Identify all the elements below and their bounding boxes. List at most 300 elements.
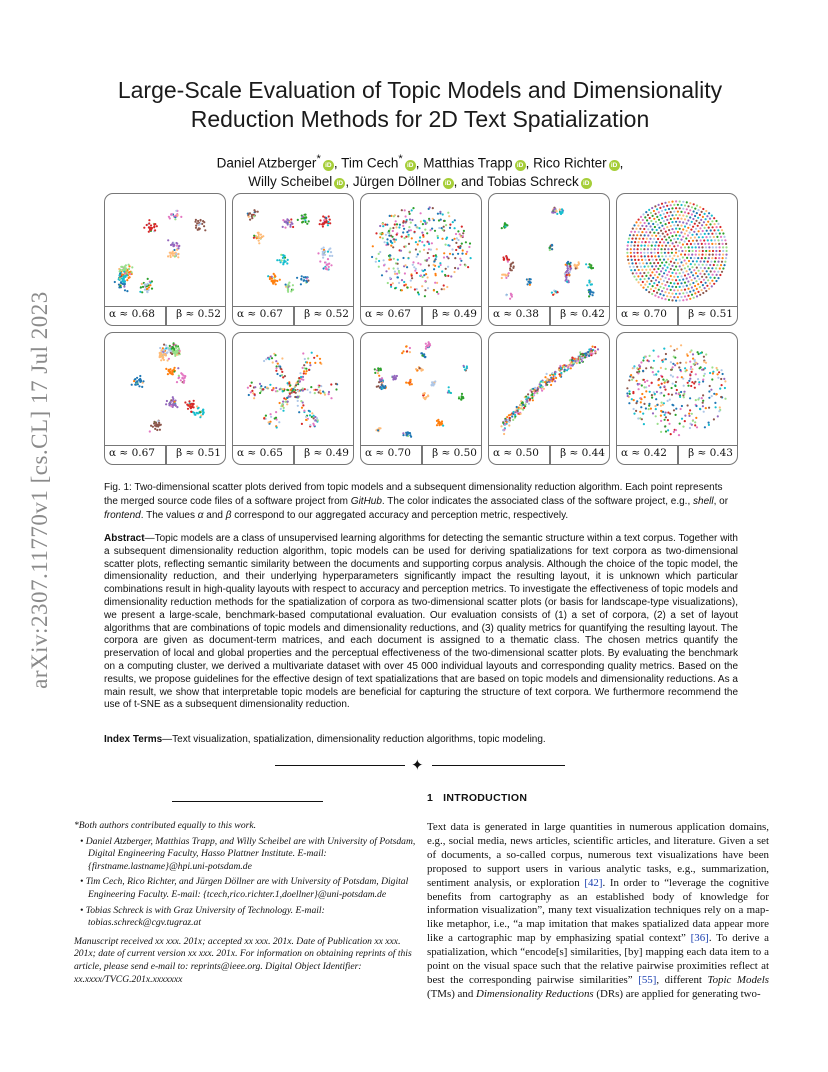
scatter-point <box>522 401 524 403</box>
scatter-point <box>647 214 649 216</box>
orcid-icon[interactable]: iD <box>323 160 334 171</box>
scatter-point <box>668 201 670 203</box>
affiliation-note: • Daniel Atzberger, Matthias Trapp, and Willy Scheibel are with University of Potsdam, Digital Engineering Faculty, Hasso Plattner Institute. E-mail: {firstname.lastname}@hpi.uni-potsdam.de <box>80 835 416 872</box>
scatter-point <box>176 214 178 216</box>
scatter-point <box>708 257 710 259</box>
scatter-panel <box>616 193 738 326</box>
scatter-point <box>391 242 393 244</box>
scatter-point <box>658 281 660 283</box>
scatter-point <box>688 415 690 417</box>
scatter-point <box>335 388 337 390</box>
scatter-point <box>640 248 642 250</box>
scatter-point <box>681 250 683 252</box>
scatter-point <box>427 241 429 243</box>
scatter-point <box>139 380 141 382</box>
scatter-point <box>673 409 675 411</box>
scatter-point <box>636 266 638 268</box>
scatter-point <box>511 269 513 271</box>
citation-link[interactable]: [42] <box>584 876 603 889</box>
scatter-point <box>419 240 421 242</box>
scatter-point <box>704 267 706 269</box>
scatter-point <box>661 383 663 385</box>
scatter-point <box>686 201 688 203</box>
citation-link[interactable]: [55] <box>638 973 657 986</box>
scatter-point <box>176 249 178 251</box>
scatter-point <box>401 279 403 281</box>
scatter-point <box>559 211 561 213</box>
scatter-point <box>645 241 647 243</box>
scatter-point <box>280 254 282 256</box>
scatter-point <box>439 211 441 213</box>
footnote-rule <box>172 801 323 802</box>
scatter-point <box>673 431 675 433</box>
scatter-point <box>652 412 654 414</box>
scatter-point <box>719 274 721 276</box>
scatter-point <box>331 255 333 257</box>
scatter-point <box>678 250 680 252</box>
scatter-point <box>154 229 156 231</box>
orcid-icon[interactable]: iD <box>581 178 592 189</box>
scatter-point <box>413 266 415 268</box>
scatter-point <box>691 286 693 288</box>
scatter-point <box>410 280 412 282</box>
affiliation-note: • Tobias Schreck is with Graz University of Technology. E-mail: tobias.schreck@cgv.tugraz.at <box>80 904 325 929</box>
scatter-point <box>651 397 653 399</box>
scatter-point <box>664 298 666 300</box>
scatter-point <box>535 390 537 392</box>
scatter-point <box>457 267 459 269</box>
scatter-point <box>569 265 571 267</box>
scatter-point <box>664 248 666 250</box>
scatter-point <box>522 404 524 406</box>
orcid-icon[interactable]: iD <box>443 178 454 189</box>
scatter-point <box>279 375 281 377</box>
scatter-point <box>503 259 505 261</box>
scatter-point <box>633 367 635 369</box>
scatter-point <box>651 207 653 209</box>
scatter-point <box>680 211 682 213</box>
scatter-point <box>655 265 657 267</box>
scatter-point <box>422 234 424 236</box>
orcid-icon[interactable]: iD <box>334 178 345 189</box>
scatter-point <box>165 403 167 405</box>
scatter-point <box>648 385 650 387</box>
scatter-point <box>684 367 686 369</box>
scatter-point <box>682 426 684 428</box>
scatter-point <box>679 396 681 398</box>
scatter-point <box>148 222 150 224</box>
scatter-point <box>500 425 502 427</box>
author-name: Rico Richter <box>533 155 607 171</box>
scatter-point <box>645 275 647 277</box>
scatter-point <box>431 242 433 244</box>
scatter-point <box>281 357 283 359</box>
scatter-point <box>433 264 435 266</box>
scatter-point <box>641 384 643 386</box>
scatter-point <box>506 416 508 418</box>
scatter-point <box>712 246 714 248</box>
scatter-point <box>725 243 727 245</box>
scatter-point <box>638 241 640 243</box>
scatter-point <box>416 369 418 371</box>
scatter-point <box>697 275 699 277</box>
scatter-point <box>657 370 659 372</box>
scatter-point <box>645 269 647 271</box>
scatter-point <box>409 351 411 353</box>
scatter-point <box>139 291 141 293</box>
scatter-point <box>682 208 684 210</box>
scatter-point <box>408 211 410 213</box>
scatter-point <box>527 393 529 395</box>
scatter-point <box>695 280 697 282</box>
scatter-point <box>302 388 304 390</box>
scatter-point <box>124 272 126 274</box>
scatter-point <box>680 225 682 227</box>
scatter-point <box>377 429 379 431</box>
scatter-point <box>655 408 657 410</box>
scatter-point <box>446 286 448 288</box>
scatter-point <box>679 242 681 244</box>
scatter-point <box>275 367 277 369</box>
scatter-point <box>713 393 715 395</box>
scatter-point <box>528 403 530 405</box>
scatter-point <box>652 371 654 373</box>
scatter-point <box>650 280 652 282</box>
scatter-point <box>423 249 425 251</box>
scatter-point <box>375 258 377 260</box>
scatter-point <box>149 284 151 286</box>
scatter-point <box>275 370 277 372</box>
scatter-point <box>160 354 162 356</box>
scatter-point <box>663 294 665 296</box>
scatter-point <box>689 423 691 425</box>
scatter-point <box>279 402 281 404</box>
scatter-point <box>276 390 278 392</box>
scatter-point <box>629 266 631 268</box>
scatter-point <box>462 249 464 251</box>
scatter-point <box>410 229 412 231</box>
scatter-point <box>279 279 281 281</box>
scatter-point <box>640 255 642 257</box>
scatter-point <box>644 234 646 236</box>
scatter-point <box>249 219 251 221</box>
section-title: INTRODUCTION <box>443 792 528 804</box>
scatter-point <box>660 415 662 417</box>
scatter-point <box>695 246 697 248</box>
scatter-point <box>656 391 658 393</box>
scatter-point <box>159 347 161 349</box>
scatter-point <box>142 286 144 288</box>
scatter-point <box>288 395 290 397</box>
scatter-point <box>665 412 667 414</box>
scatter-point <box>156 429 158 431</box>
scatter-point <box>554 208 556 210</box>
scatter-point <box>504 225 506 227</box>
scatter-point <box>394 271 396 273</box>
scatter-point <box>653 268 655 270</box>
scatter-point <box>141 283 143 285</box>
scatter-point <box>462 235 464 237</box>
scatter-point <box>422 276 424 278</box>
scatter-point <box>173 244 175 246</box>
scatter-point <box>459 233 461 235</box>
scatter-point <box>560 372 562 374</box>
scatter-point <box>323 247 325 249</box>
scatter-point <box>272 361 274 363</box>
scatter-point <box>268 358 270 360</box>
scatter-point <box>679 279 681 281</box>
scatter-point <box>675 293 677 295</box>
scatter-point <box>328 215 330 217</box>
scatter-point <box>195 227 197 229</box>
scatter-point <box>443 226 445 228</box>
scatter-point <box>694 277 696 279</box>
scatter-point <box>687 382 689 384</box>
scatter-point <box>671 387 673 389</box>
scatter-point <box>329 219 331 221</box>
scatter-point <box>636 380 638 382</box>
scatter-point <box>704 257 706 259</box>
scatter-point <box>178 245 180 247</box>
scatter-point <box>197 407 199 409</box>
paper-title <box>110 76 730 134</box>
scatter-point <box>287 259 289 261</box>
scatter-point <box>299 381 301 383</box>
scatter-point <box>668 271 670 273</box>
scatter-point <box>632 391 634 393</box>
scatter-point <box>163 349 165 351</box>
scatter-point <box>671 293 673 295</box>
scatter-point <box>324 250 326 252</box>
scatter-point <box>705 254 707 256</box>
scatter-point <box>190 407 192 409</box>
scatter-point <box>551 244 553 246</box>
scatter-point <box>716 369 718 371</box>
scatter-point <box>303 217 305 219</box>
scatter-point <box>649 262 651 264</box>
scatter-point <box>690 368 692 370</box>
scatter-point <box>701 369 703 371</box>
scatter-point <box>708 233 710 235</box>
scatter-point <box>686 230 688 232</box>
title-line-1: Large-Scale Evaluation of Topic Models and Dimensionality <box>117 77 723 103</box>
scatter-point <box>635 228 637 230</box>
scatter-point <box>674 364 676 366</box>
scatter-point <box>647 255 649 257</box>
scatter-point <box>518 407 520 409</box>
scatter-point <box>626 252 628 254</box>
scatter-point <box>663 395 665 397</box>
scatter-point <box>678 434 680 436</box>
scatter-point <box>677 204 679 206</box>
metric-divider <box>677 446 679 464</box>
beta-metric: β ≈ 0.49 <box>432 308 477 320</box>
scatter-point <box>455 242 457 244</box>
scatter-point <box>695 373 697 375</box>
scatter-point <box>653 238 655 240</box>
scatter-point <box>703 411 705 413</box>
scatter-point <box>659 293 661 295</box>
orcid-icon[interactable]: iD <box>515 160 526 171</box>
scatter-point <box>279 259 281 261</box>
scatter-point <box>463 365 465 367</box>
scatter-point <box>319 260 321 262</box>
citation-link[interactable]: [36] <box>690 932 709 945</box>
scatter-point <box>717 373 719 375</box>
scatter-point <box>434 380 436 382</box>
orcid-icon[interactable]: iD <box>405 160 416 171</box>
scatter-point <box>513 265 515 267</box>
scatter-point <box>176 243 178 245</box>
scatter-point <box>697 209 699 211</box>
scatter-point <box>644 284 646 286</box>
scatter-point <box>715 254 717 256</box>
scatter-point <box>260 234 262 236</box>
scatter-point <box>467 266 469 268</box>
abstract-text: —Topic models are a class of unsupervised learning algorithms for detecting the semantic structure within a text corpus. Together with a subsequent dimensionality reduction algorithm, topic models can be used for deriving spatializations for text corpora as two-dimensional scatter plots, reflecting semantic similarity between the documents and supporting corpus analysis. Although the choice of the topic model, the dimensionality reduction, and their underlying hyperparameters significantly impact the resulting layout, it is unknown which particular combinations result in high-quality layouts with respect to accuracy and perception metrics. To investigate the effectiveness of topic models and dimensionality reduction methods for the spatialization of corpora as two-dimensional scatter plots (or basis for landscape-type visualizations), we present a large-scale, benchmark-based computational evaluation. Our evaluation consists of (1) a set of corpora, (2) a set of layout algorithms that are combinations of topic models and dimensionality reductions, and (3) quality metrics for quantifying the resulting layout. The corpora are given as document-term matrices, and each document is assigned to a thematic class. The chosen metrics quantify the preservation of local and global properties and the perceptual effectiveness of the two-dimensional scatter plots. By evaluating the benchmark on a computing cluster, we derived a multivariate dataset with over 45 000 individual layouts and corresponding quality metrics. Based on the results, we propose guidelines for the effective design of text spatializations that are based on topic models and dimensionality reductions. As a main result, we show that interpretable topic models are beneficial for capturing the structure of text corpora. We furthermore recommend the use of t-SNE as a subsequent dimensionality reduction. <box>104 533 738 711</box>
scatter-point <box>403 281 405 283</box>
scatter-point <box>693 289 695 291</box>
scatter-point <box>184 375 186 377</box>
scatter-point <box>501 274 503 276</box>
scatter-point <box>431 228 433 230</box>
scatter-point <box>196 412 198 414</box>
scatter-point <box>701 246 703 248</box>
scatter-point <box>177 253 179 255</box>
scatter-point <box>685 262 687 264</box>
scatter-point <box>199 411 201 413</box>
scatter-point <box>381 274 383 276</box>
scatter-point <box>645 390 647 392</box>
scatter-point <box>692 420 694 422</box>
scatter-point <box>428 257 430 259</box>
scatter-point <box>512 419 514 421</box>
scatter-point <box>708 246 710 248</box>
scatter-point <box>699 206 701 208</box>
scatter-point <box>427 252 429 254</box>
scatter-point <box>687 265 689 267</box>
scatter-point <box>384 241 386 243</box>
scatter-point <box>652 215 654 217</box>
scatter-point <box>643 379 645 381</box>
author-name: Willy Scheibel <box>248 173 333 189</box>
scatter-point <box>436 291 438 293</box>
scatter-point <box>154 223 156 225</box>
scatter-point <box>687 280 689 282</box>
scatter-point <box>587 351 589 353</box>
scatter-point <box>374 368 376 370</box>
scatter-point <box>160 359 162 361</box>
scatter-point <box>708 254 710 256</box>
scatter-point <box>725 257 727 259</box>
scatter-point <box>711 267 713 269</box>
scatter-point <box>694 387 696 389</box>
scatter-point <box>686 215 688 217</box>
scatter-point <box>650 225 652 227</box>
scatter-point <box>659 265 661 267</box>
scatter-point <box>501 277 503 279</box>
scatter-point <box>629 393 631 395</box>
scatter-point <box>402 434 404 436</box>
scatter-point <box>417 291 419 293</box>
beta-metric: β ≈ 0.50 <box>432 447 477 459</box>
metric-divider <box>165 446 167 464</box>
scatter-point <box>371 256 373 258</box>
scatter-point <box>301 378 303 380</box>
scatter-point <box>686 277 688 279</box>
scatter-point <box>311 416 313 418</box>
scatter-point <box>590 348 592 350</box>
scatter-point <box>316 355 318 357</box>
author-name: Tobias Schreck <box>487 173 579 189</box>
scatter-point <box>698 236 700 238</box>
scatter-point <box>650 252 652 254</box>
scatter-point <box>682 256 684 258</box>
scatter-point <box>428 343 430 345</box>
scatter-point <box>122 283 124 285</box>
scatter-point <box>680 218 682 220</box>
scatter-point <box>454 257 456 259</box>
scatter-point <box>680 282 682 284</box>
scatter-point <box>711 257 713 259</box>
scatter-point <box>653 218 655 220</box>
scatter-point <box>409 347 411 349</box>
scatter-point <box>324 254 326 256</box>
scatter-point <box>670 374 672 376</box>
scatter-point <box>382 223 384 225</box>
scatter-point <box>700 260 702 262</box>
metric-bar <box>489 445 609 464</box>
scatter-point <box>452 221 454 223</box>
orcid-icon[interactable]: iD <box>609 160 620 171</box>
scatter-point <box>652 367 654 369</box>
scatter-point <box>679 423 681 425</box>
scatter-point <box>683 396 685 398</box>
scatter-point <box>505 277 507 279</box>
scatter-point <box>144 283 146 285</box>
scatter-point <box>665 368 667 370</box>
scatter-point <box>714 223 716 225</box>
scatter-point <box>420 263 422 265</box>
scatter-point <box>628 402 630 404</box>
scatter-point <box>654 295 656 297</box>
scatter-point <box>682 292 684 294</box>
scatter-point <box>702 380 704 382</box>
scatter-point <box>702 264 704 266</box>
scatter-point <box>643 228 645 230</box>
scatter-point <box>642 370 644 372</box>
scatter-point <box>175 210 177 212</box>
scatter-point <box>556 213 558 215</box>
scatter-point <box>451 239 453 241</box>
scatter-point <box>406 434 408 436</box>
scatter-point <box>330 251 332 253</box>
scatter-point <box>401 236 403 238</box>
scatter-point <box>712 372 714 374</box>
scatter-point <box>680 261 682 263</box>
scatter-point <box>375 232 377 234</box>
scatter-point <box>660 248 662 250</box>
scatter-point <box>637 245 639 247</box>
scatter-point <box>695 405 697 407</box>
scatter-point <box>321 248 323 250</box>
scatter-point <box>660 367 662 369</box>
scatter-point <box>651 394 653 396</box>
scatter-point <box>657 262 659 264</box>
scatter-point <box>379 251 381 253</box>
scatter-point <box>639 272 641 274</box>
scatter-point <box>554 373 556 375</box>
